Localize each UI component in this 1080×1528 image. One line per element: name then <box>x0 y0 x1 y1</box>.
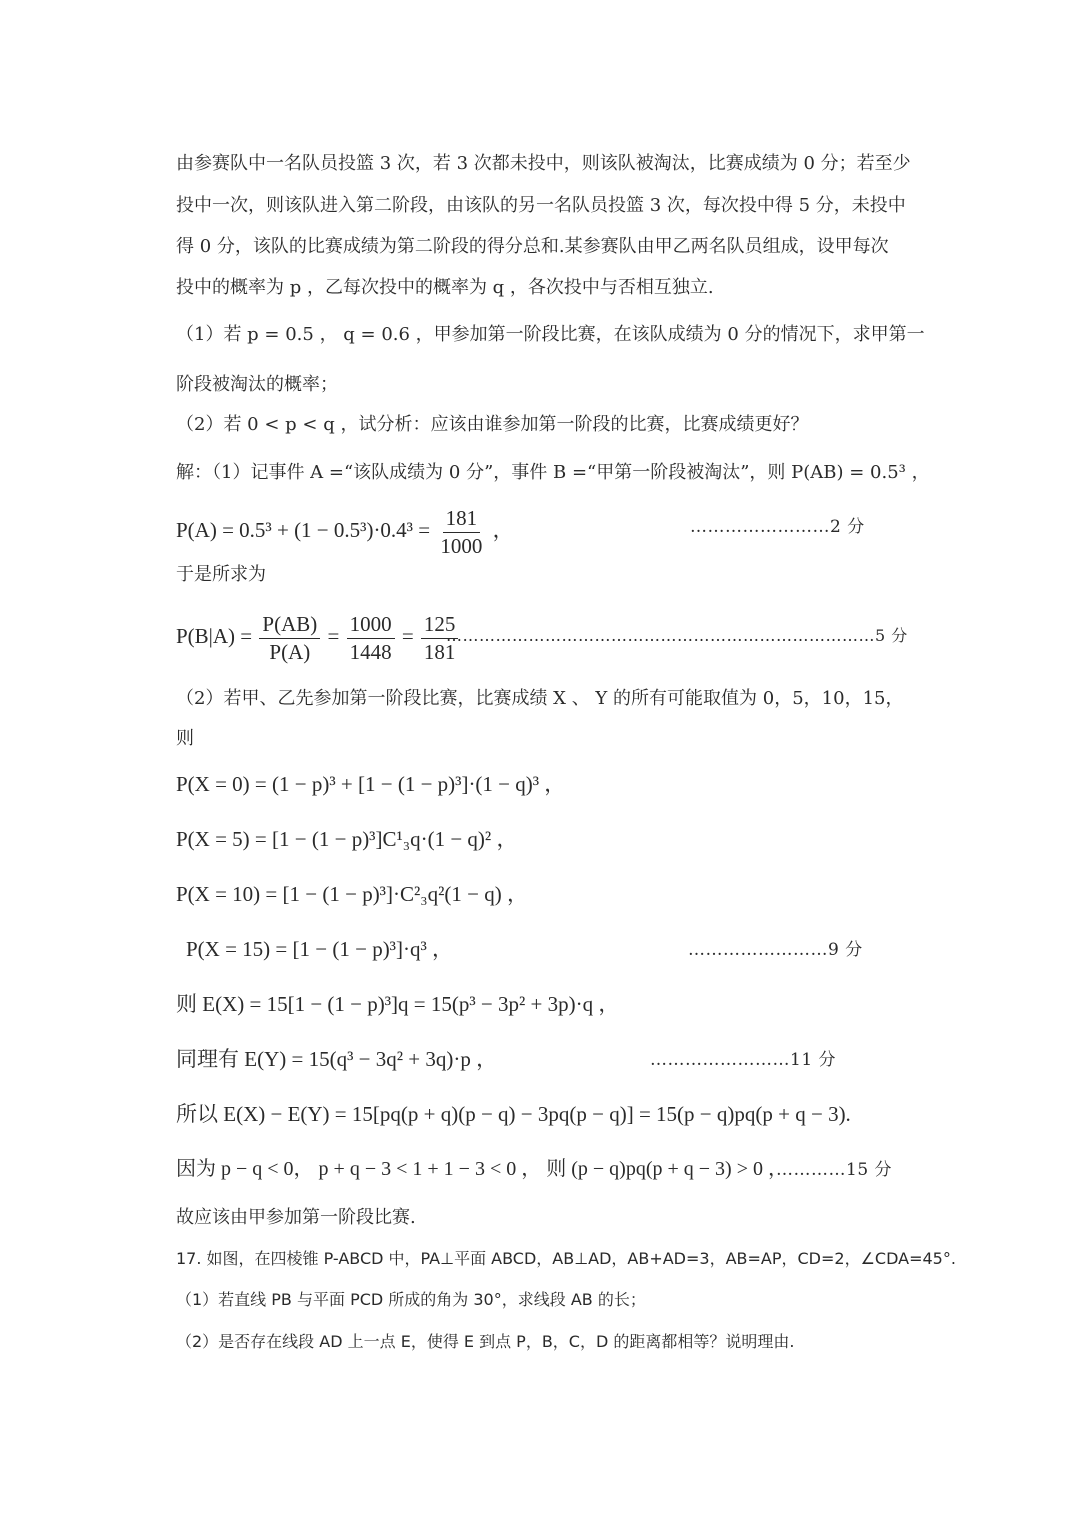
problem-text-line-3: 得 0 分，该队的比赛成绩为第二阶段的得分总和.某参赛队由甲乙两名队员组成，设甲每次 <box>176 236 889 257</box>
conditional-probability-formula: P(B|A) = $\frac{P(AB)}{P(A)}$ = $\frac{1000}{1448}$ = $\frac{125}{181}$ <box>176 607 460 666</box>
pa-numerator: 181 <box>443 505 481 533</box>
px5-formula: P(X = 5) = [1 − (1 − p)³]C¹₃q·(1 − q)² ， <box>176 827 518 851</box>
problem17-question-2: （2）是否存在线段 AD 上一点 E，使得 E 到点 P，B，C，D 的距离都相等？说明理由. <box>176 1332 795 1351</box>
problem17-question-1: （1）若直线 PB 与平面 PCD 所成的角为 30°，求线段 AB 的长； <box>176 1290 646 1309</box>
pa-denominator: 1000 <box>440 533 483 558</box>
conclusion-line: 故应该由甲参加第一阶段比赛. <box>176 1207 416 1228</box>
px10-formula: P(X = 10) = [1 − (1 − p)³]·C²₃q²(1 − q) ， <box>176 882 528 906</box>
therefore-line: 于是所求为 <box>176 564 266 585</box>
problem-text-line-2: 投中一次，则该队进入第二阶段，由该队的另一名队员投篮 3 次，每次投中得 5 分，未投中 <box>176 195 906 216</box>
fraction-2-denominator: 1448 <box>349 639 392 664</box>
pa-formula <box>176 502 514 560</box>
fraction-2-numerator: 1000 <box>347 611 395 639</box>
part1-question-line-1: （1）若 p = 0.5 ， q = 0.6 ，甲参加第一阶段比赛，在该队成绩为 0 分的情况下，求甲第一 <box>176 324 925 345</box>
ex-formula: 则 E(X) = 15[1 − (1 − p)³]q = 15(p³ − 3p² + 3p)·q ， <box>176 992 620 1016</box>
part1-question-line-2: 阶段被淘汰的概率； <box>176 374 338 395</box>
pa-tail: ， <box>492 518 514 542</box>
difference-formula: 所以 E(X) − E(Y) = 15[pq(p + q)(p − q) − 3pq(p − q)] = 15(p − q)pq(p + q − 3). <box>176 1102 851 1126</box>
problem-text-line-1: 由参赛队中一名队员投篮 3 次，若 3 次都未投中，则该队被淘汰，比赛成绩为 0 分；若至少 <box>176 153 911 174</box>
score-mark-9: ……………………9 分 <box>688 940 863 960</box>
fraction-1-denominator: P(A) <box>269 639 311 664</box>
fraction-3-denominator: 181 <box>423 639 456 664</box>
problem17-stem: 17. 如图，在四棱锥 P-ABCD 中，PA⊥平面 ABCD，AB⊥AD，AB+AD=3，AB=AP，CD=2，∠CDA=45°. <box>176 1249 956 1268</box>
conditional-fraction-1 <box>259 611 320 666</box>
pa-fraction <box>437 505 485 560</box>
fraction-3-numerator: 125 <box>421 611 459 639</box>
score-mark-2: ……………………2 分 <box>690 517 865 537</box>
problem-text-line-4: 投中的概率为 p ，乙每次投中的概率为 q ，各次投中与否相互独立. <box>176 277 714 298</box>
score-mark-11: ……………………11 分 <box>650 1050 837 1070</box>
pa-expression: P(A) = 0.5³ + (1 − 0.5³)·0.4³ = <box>176 518 431 542</box>
px0-formula: P(X = 0) = (1 − p)³ + [1 − (1 − p)³]·(1 − q)³ ， <box>176 772 566 796</box>
solution-line-1: 解：（1）记事件 A =“该队成绩为 0 分”，事件 B =“甲第一阶段被淘汰”，则 P(AB) = 0.5³ ， <box>176 462 930 483</box>
part2-question: （2）若 0 < p < q ，试分析：应该由谁参加第一阶段的比赛，比赛成绩更好？ <box>176 414 809 435</box>
fraction-1-numerator: P(AB) <box>259 611 320 639</box>
conditional-left: P(B|A) = <box>176 624 253 648</box>
px15-formula: P(X = 15) = [1 − (1 − p)³]·q³ ， <box>186 937 454 961</box>
part2-solution-line-2: 则 <box>176 728 194 749</box>
score-mark-5: ……………………………………………………………………5 分 <box>446 626 908 645</box>
score-mark-15: …………15 分 <box>776 1160 893 1180</box>
conditional-fraction-2 <box>347 611 395 666</box>
because-line: 因为 p − q < 0， p + q − 3 < 1 + 1 − 3 < 0 ， 则 (p − q)pq(p + q − 3) > 0 ， <box>176 1158 788 1180</box>
part2-solution-line-1: （2）若甲、乙先参加第一阶段比赛，比赛成绩 X 、 Y 的所有可能取值为 0，5，10，15， <box>176 688 904 709</box>
ey-formula: 同理有 E(Y) = 15(q³ − 3q² + 3q)·p ， <box>176 1047 498 1071</box>
